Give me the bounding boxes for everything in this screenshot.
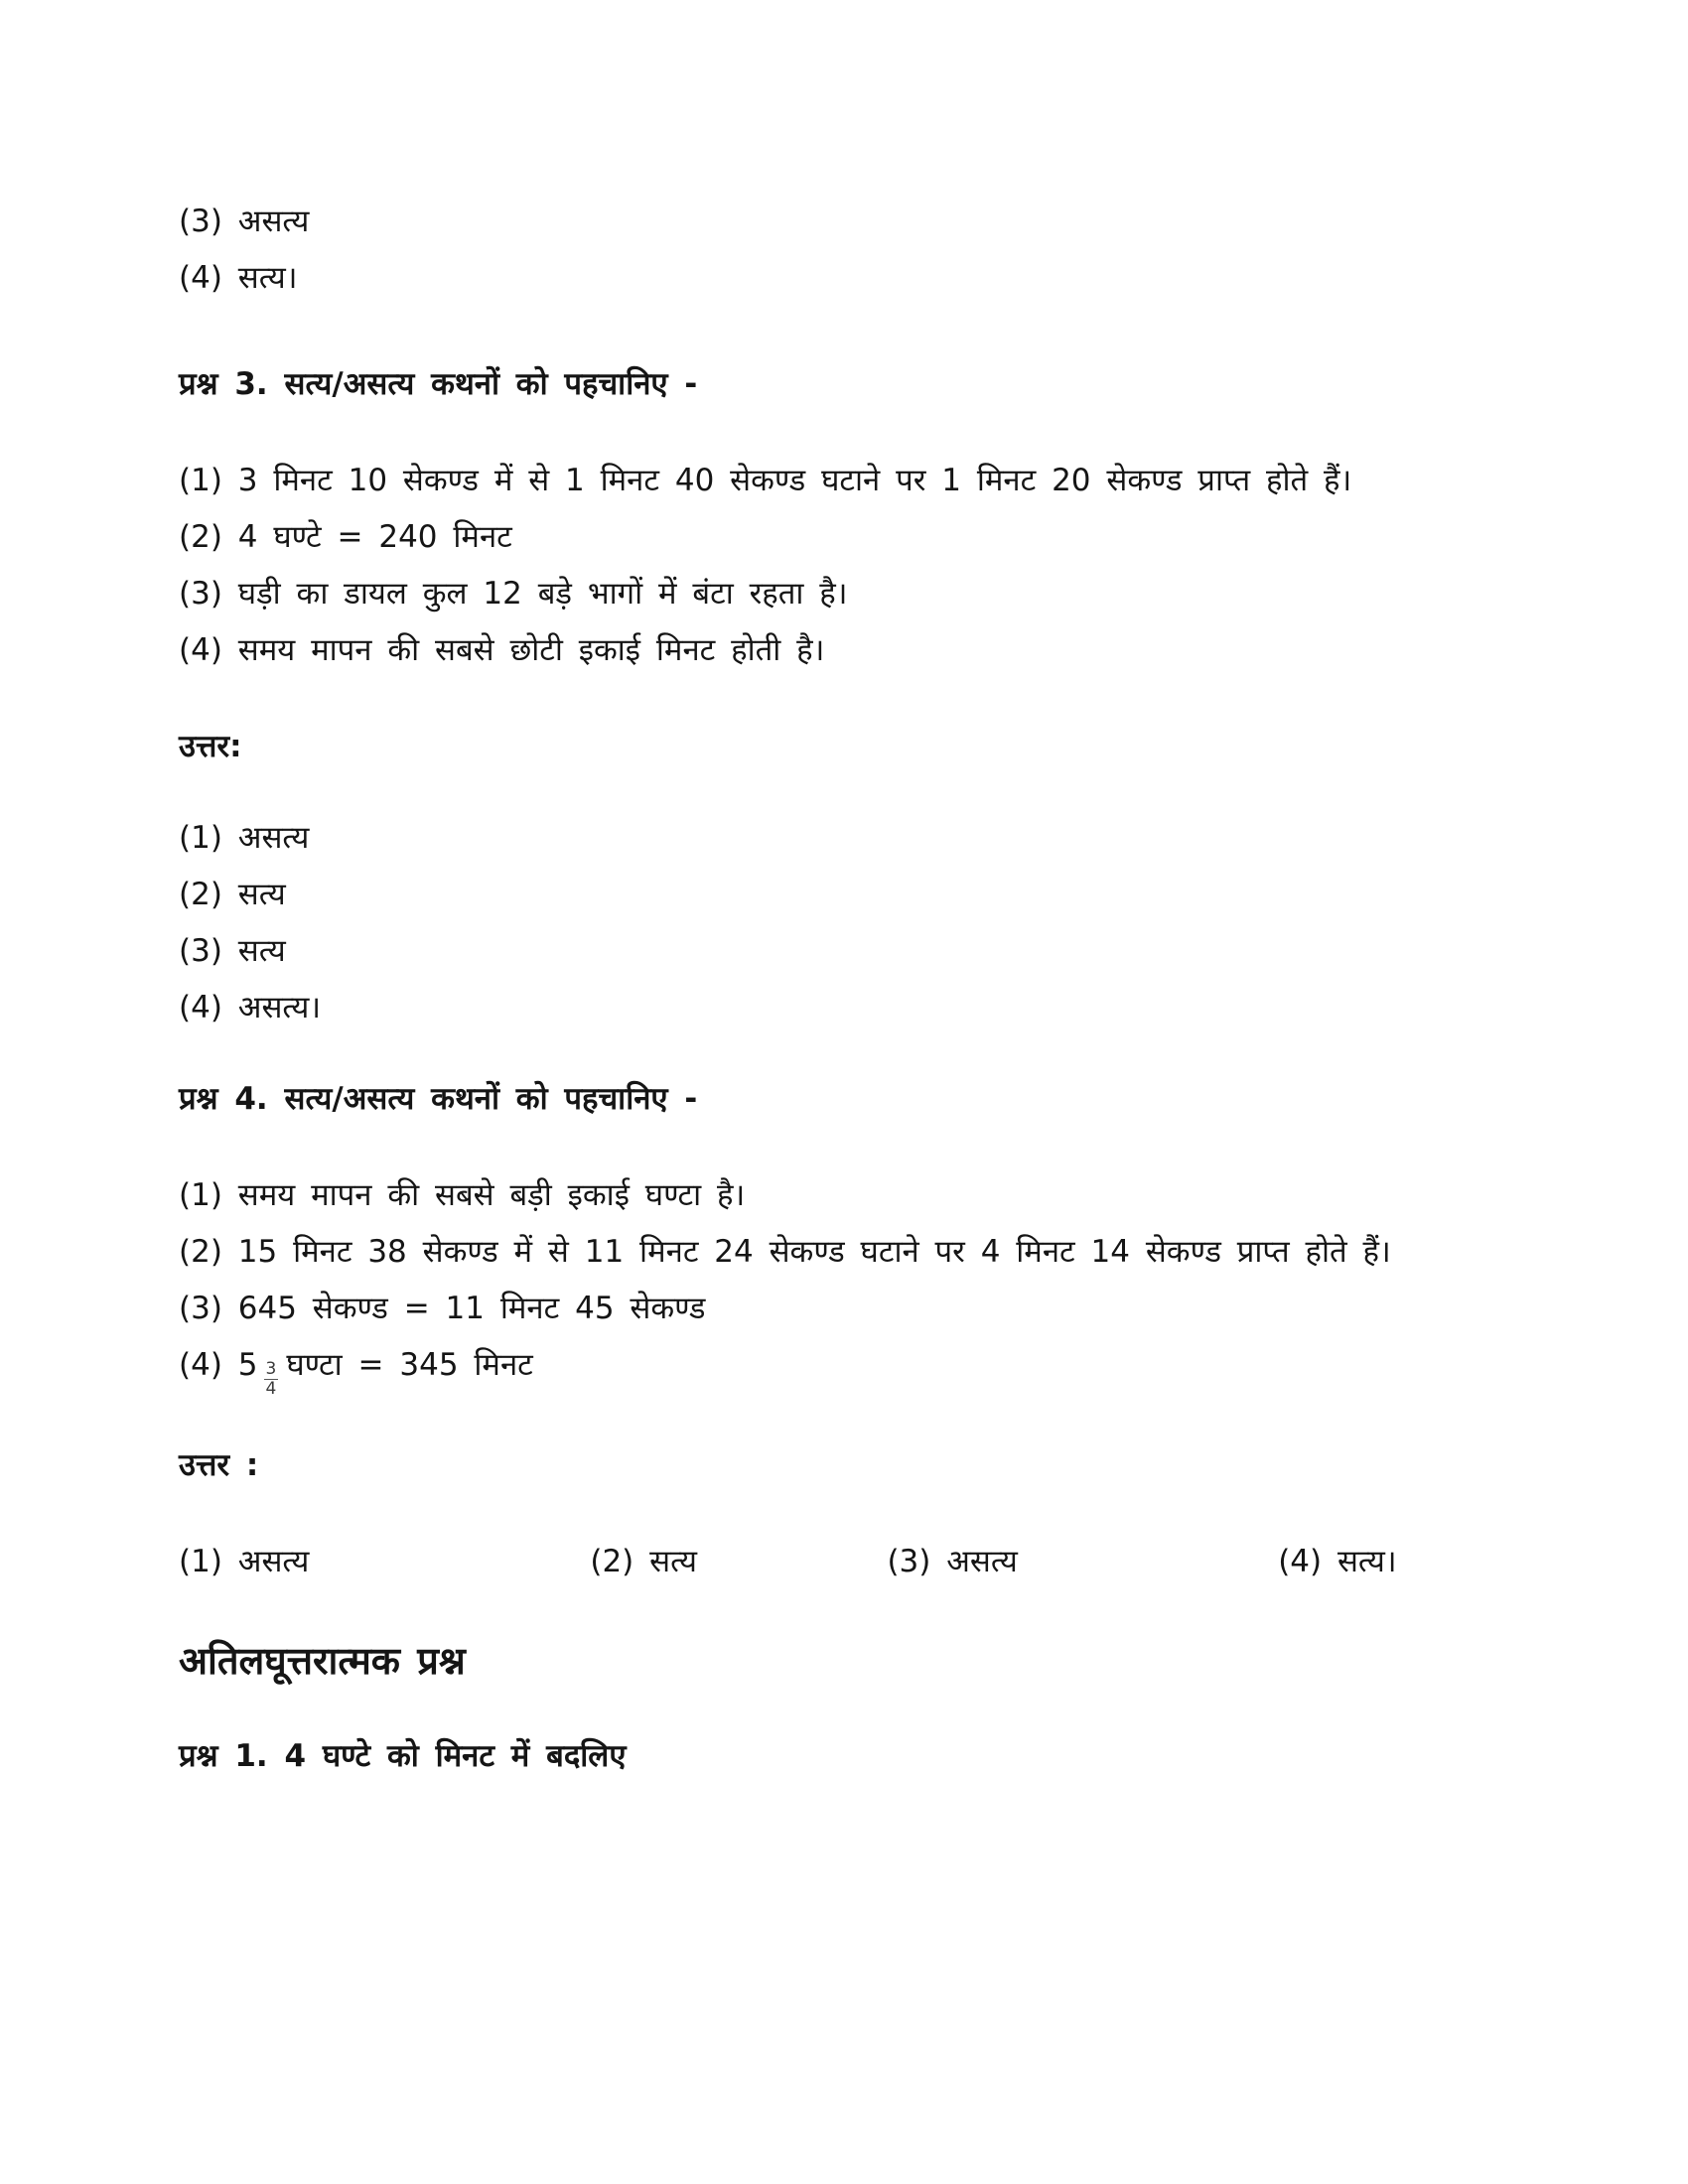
q4-statement-list xyxy=(179,1167,1541,1398)
q3-answer-list xyxy=(179,810,1541,1036)
q4-statement-4-prefix: (4) 5 xyxy=(179,1347,258,1383)
q4-statement-4-suffix: घण्टा = 345 मिनट xyxy=(286,1347,533,1383)
q3-statement-1: (1) 3 मिनट 10 सेकण्ड में से 1 मिनट 40 सेकण्ड घटाने पर 1 मिनट 20 सेकण्ड प्राप्त होते हैं। xyxy=(179,463,1352,498)
q4-answer-1: (1) असत्य xyxy=(179,1544,310,1580)
q4-answer-label: उत्तर : xyxy=(179,1447,259,1484)
q4-answer-row xyxy=(179,1534,1541,1590)
next-question-1-heading: प्रश्न 1. 4 घण्टे को मिनट में बदलिए xyxy=(179,1738,627,1775)
document-page xyxy=(179,194,1541,1785)
q4-statement-4 xyxy=(179,1337,1541,1398)
section-heading: अतिलघूत्तरात्मक प्रश्न xyxy=(179,1639,466,1684)
q3-answer-4: (4) असत्य। xyxy=(179,990,322,1025)
fraction-denominator: 4 xyxy=(265,1378,277,1399)
q3-statement-3: (3) घड़ी का डायल कुल 12 बड़े भागों में बंटा रहता है। xyxy=(179,576,848,612)
q3-answer-3: (3) सत्य xyxy=(179,933,286,969)
question-4-heading: प्रश्न 4. सत्य/असत्य कथनों को पहचानिए - xyxy=(179,1081,698,1117)
q3-statement-2: (2) 4 घण्टे = 240 मिनट xyxy=(179,519,512,555)
q4-answer-3: (3) असत्य xyxy=(887,1544,1018,1580)
q4-answer-2: (2) सत्य xyxy=(590,1544,698,1580)
prev-answer-option-4: (4) सत्य। xyxy=(179,260,298,296)
prev-answer-option-3: (3) असत्य xyxy=(179,204,310,239)
q4-answer-4: (4) सत्य। xyxy=(1278,1544,1397,1580)
question-3-heading: प्रश्न 3. सत्य/असत्य कथनों को पहचानिए - xyxy=(179,366,698,402)
q4-statement-3: (3) 645 सेकण्ड = 11 मिनट 45 सेकण्ड xyxy=(179,1291,706,1326)
q4-statement-2: (2) 15 मिनट 38 सेकण्ड में से 11 मिनट 24 सेकण्ड घटाने पर 4 मिनट 14 सेकण्ड प्राप्त होते हैं। xyxy=(179,1234,1391,1270)
fraction-three-fourths xyxy=(264,1360,279,1398)
q4-statement-1: (1) समय मापन की सबसे बड़ी इकाई घण्टा है। xyxy=(179,1177,746,1213)
q3-answer-2: (2) सत्य xyxy=(179,877,286,912)
fraction-numerator: 3 xyxy=(265,1359,277,1379)
q3-statement-4: (4) समय मापन की सबसे छोटी इकाई मिनट होती है। xyxy=(179,632,825,668)
q3-answer-label: उत्तर: xyxy=(179,729,242,764)
q3-answer-1: (1) असत्य xyxy=(179,820,310,856)
